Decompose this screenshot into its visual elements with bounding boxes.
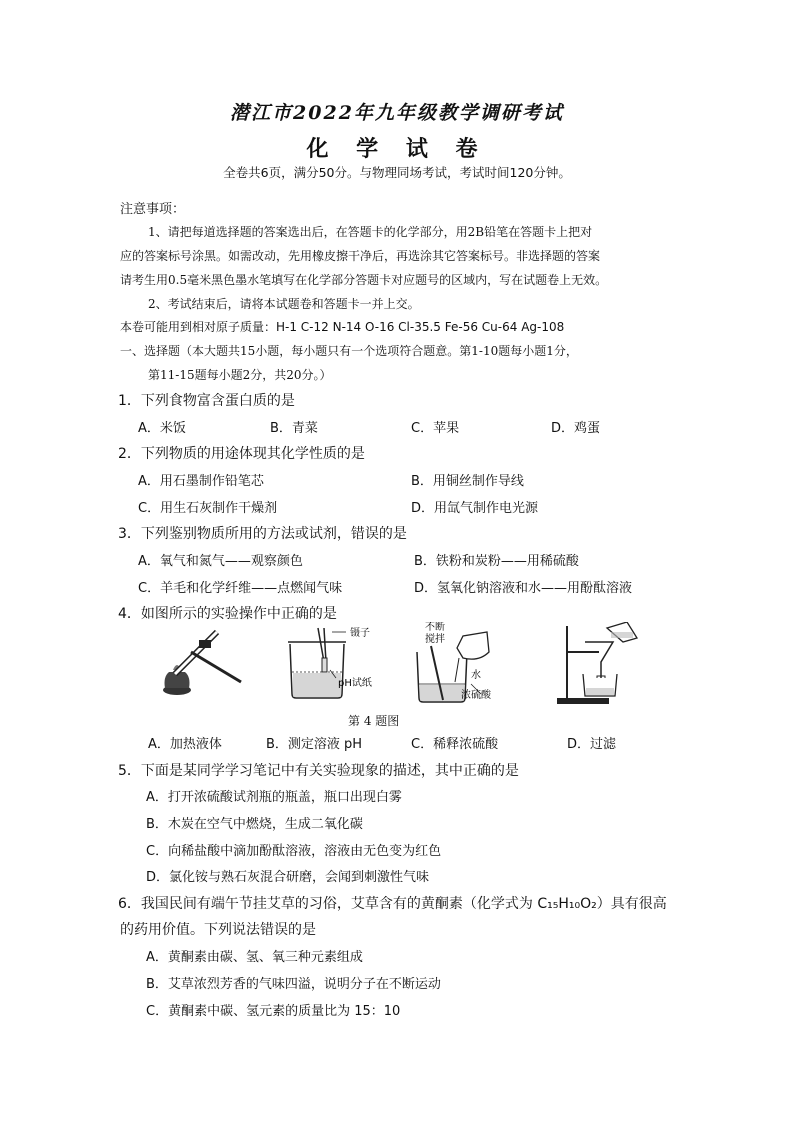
notice-line-3: 请考生用0.5毫米黑色墨水笔填写在化学部分答题卡对应题号的区域内，写在试题卷上无效。 — [120, 273, 608, 287]
q4-stem: 4．如图所示的实验操作中正确的是 — [118, 606, 337, 622]
q6-option-c: C．黄酮素中碳、氢元素的质量比为 15：10 — [146, 1004, 401, 1019]
q3-option-c: C．羊毛和化学纤维——点燃闻气味 — [138, 581, 343, 596]
q4-option-d: D．过滤 — [567, 737, 617, 752]
notice-line-1: 1、请把每道选择题的答案选出后，在答题卡的化学部分，用2B铅笔在答题卡上把对 — [148, 225, 593, 239]
label-ph-paper: pH试纸 — [338, 678, 372, 689]
q1-option-d: D．鸡蛋 — [551, 421, 601, 436]
q2-option-d: D．用氙气制作电光源 — [411, 501, 539, 516]
q6-option-b: B．艾草浓烈芳香的气味四溢，说明分子在不断运动 — [146, 977, 441, 992]
figure-heating-liquid — [155, 622, 250, 702]
figure-filtration — [553, 622, 643, 708]
q6-stem-2: 的药用价值。下列说法错误的是 — [120, 922, 316, 938]
section-heading: 一、选择题（本大题共15小题，每小题只有一个选项符合题意。第1-10题每小题1分， — [120, 344, 578, 358]
atomic-mass-line: 本卷可能用到相对原子质量：H-1 C-12 N-14 O-16 Cl-35.5 Fe-56 Cu-64 Ag-108 — [120, 320, 565, 334]
q4-option-c: C．稀释浓硫酸 — [411, 737, 499, 752]
q3-stem: 3．下列鉴别物质所用的方法或试剂，错误的是 — [118, 526, 407, 542]
q4-figure-caption: 第 4 题图 — [348, 714, 400, 728]
q4-option-b: B．测定溶液 pH — [266, 737, 363, 752]
exam-info: 全卷共6页，满分50分。与物理同场考试，考试时间120分钟。 — [223, 165, 571, 180]
label-stir-1: 不断 — [425, 622, 445, 633]
exam-subject: 化 学 试 卷 — [306, 136, 488, 162]
q1-stem: 1．下列食物富含蛋白质的是 — [118, 393, 295, 409]
q5-stem: 5．下面是某同学学习笔记中有关实验现象的描述，其中正确的是 — [118, 763, 519, 779]
q3-option-b: B．铁粉和炭粉——用稀硫酸 — [414, 554, 579, 569]
q5-option-d: D．氯化铵与熟石灰混合研磨，会闻到刺激性气味 — [146, 870, 430, 885]
q2-option-a: A．用石墨制作铅笔芯 — [138, 474, 264, 489]
notice-heading: 注意事项： — [120, 202, 186, 217]
label-tweezers: 镊子 — [350, 628, 370, 639]
q5-option-a: A．打开浓硫酸试剂瓶的瓶盖，瓶口出现白雾 — [146, 790, 402, 805]
label-water: 水 — [471, 670, 481, 681]
q3-option-a: A．氧气和氮气——观察颜色 — [138, 554, 303, 569]
q2-option-c: C．用生石灰制作干燥剂 — [138, 501, 278, 516]
exam-title: 潜江市2022年九年级教学调研考试 — [230, 102, 564, 124]
label-stir-2: 搅拌 — [425, 634, 445, 645]
section-heading-2: 第11-15题每小题2分，共20分。） — [148, 368, 332, 382]
q4-option-a: A．加热液体 — [148, 737, 222, 752]
figure-ph-test — [280, 622, 405, 702]
notice-line-2: 应的答案标号涂黑。如需改动，先用橡皮擦干净后，再选涂其它答案标号。非选择题的答案 — [120, 249, 601, 263]
q2-option-b: B．用铜丝制作导线 — [411, 474, 524, 489]
q6-option-a: A．黄酮素由碳、氢、氧三种元素组成 — [146, 950, 363, 965]
q1-option-b: B．青菜 — [270, 421, 318, 436]
notice-line-4: 2、考试结束后，请将本试题卷和答题卡一并上交。 — [148, 297, 420, 311]
q6-stem: 6．我国民间有端午节挂艾草的习俗，艾草含有的黄酮素（化学式为 C₁₅H₁₀O₂）具有很高 — [118, 896, 667, 912]
label-acid: 浓硫酸 — [461, 690, 491, 701]
q1-option-c: C．苹果 — [411, 421, 460, 436]
q1-option-a: A．米饭 — [138, 421, 186, 436]
q2-stem: 2．下列物质的用途体现其化学性质的是 — [118, 446, 365, 462]
q3-option-d: D．氢氧化钠溶液和水——用酚酞溶液 — [414, 581, 633, 596]
figure-dilute-acid — [407, 622, 522, 708]
q5-option-c: C．向稀盐酸中滴加酚酞溶液，溶液由无色变为红色 — [146, 844, 442, 859]
q5-option-b: B．木炭在空气中燃烧，生成二氧化碳 — [146, 817, 363, 832]
